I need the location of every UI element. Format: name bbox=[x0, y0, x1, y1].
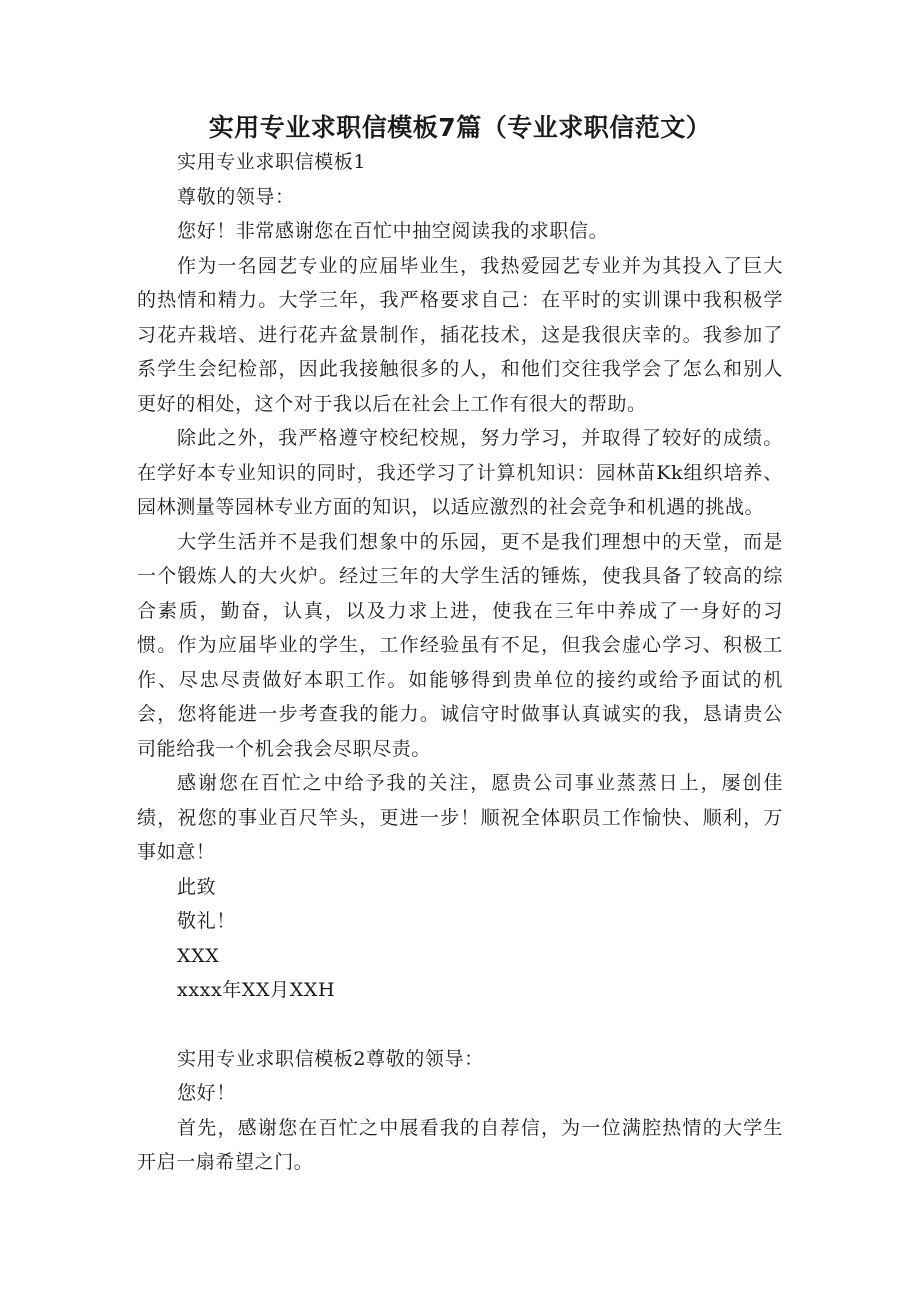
section-heading: 实用专业求职信模板2尊敬的领导： bbox=[177, 1047, 484, 1070]
greeting: 您好！ bbox=[177, 1082, 236, 1104]
section-heading: 实用专业求职信模板1 bbox=[177, 151, 367, 173]
section-gap bbox=[137, 1008, 783, 1042]
closing-line: 敬礼！ bbox=[177, 910, 236, 932]
body-paragraph: 首先，感谢您在百忙之中展看我的自荐信，为一位满腔热情的大学生开启一扇希望之门。 bbox=[137, 1116, 783, 1173]
document-body bbox=[137, 145, 783, 1180]
body-paragraph: 除此之外，我严格遵守校纪校规，努力学习，并取得了较好的成绩。在学好本专业知识的同时，我还学习了计算机知识：园林苗Kk组织培养、园林测量等园林专业方面的知识，以适应激烈的社会竞争和机遇的挑战。 bbox=[137, 427, 783, 518]
document-title: 实用专业求职信模板7篇（专业求职信范文） bbox=[208, 113, 712, 142]
body-paragraph: 作为一名园艺专业的应届毕业生，我热爱园艺专业并为其投入了巨大的热情和精力。大学三年，我严格要求自己：在平时的实训课中我积极学习花卉栽培、进行花卉盆景制作，插花技术，这是我很庆幸的。我参加了系学生会纪检部，因此我接触很多的人，和他们交往我学会了怎么和别人更好的相处，这个对于我以后在社会上工作有很大的帮助。 bbox=[137, 254, 783, 415]
body-paragraph: 感谢您在百忙之中给予我的关注，愿贵公司事业蒸蒸日上，屡创佳绩，祝您的事业百尺竿头，更进一步！顺祝全体职员工作愉快、顺利，万事如意！ bbox=[137, 772, 783, 863]
greeting: 您好！非常感谢您在百忙中抽空阅读我的求职信。 bbox=[177, 220, 609, 242]
body-paragraph: 大学生活并不是我们想象中的乐园，更不是我们理想中的天堂，而是一个锻炼人的大火炉。经过三年的大学生活的锤炼，使我具备了较高的综合素质，勤奋，认真，以及力求上进，使我在三年中养成了一身好的习惯。作为应届毕业的学生，工作经验虽有不足，但我会虚心学习、积极工作、尽忠尽责做好本职工作。如能够得到贵单位的接约或给予面试的机会，您将能进一步考查我的能力。诚信守时做事认真诚实的我，恳请贵公司能给我一个机会我会尽职尽责。 bbox=[137, 530, 783, 760]
closing-line: 此致 bbox=[177, 875, 217, 898]
signature: XXX bbox=[177, 944, 220, 967]
date-line: xxxx年XX月XXH bbox=[177, 979, 336, 1001]
salutation: 尊敬的领导： bbox=[177, 185, 295, 208]
